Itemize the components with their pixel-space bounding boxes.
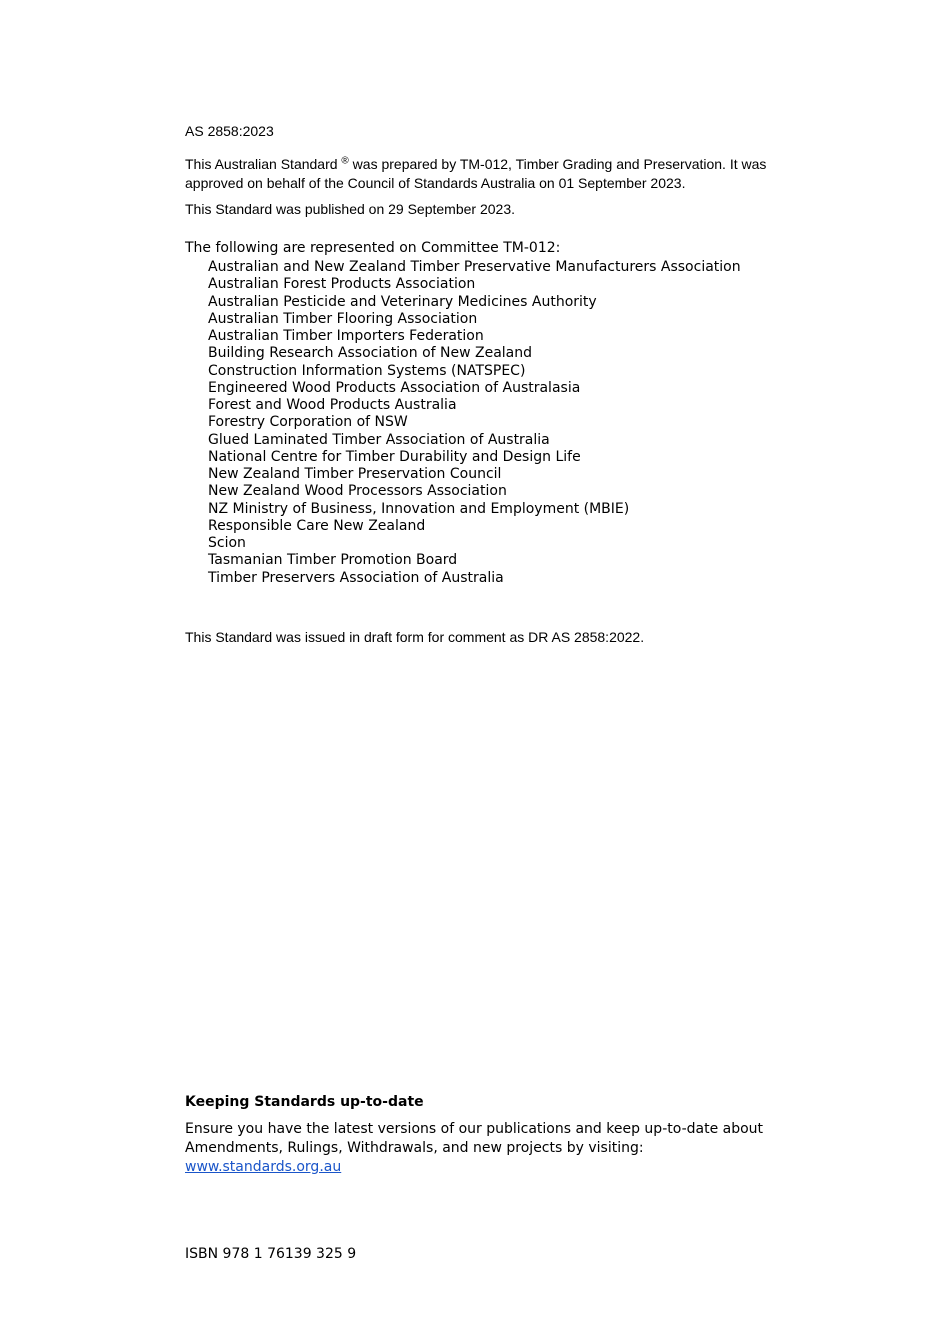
committee-member: Scion bbox=[208, 535, 246, 551]
committee-member: Construction Information Systems (NATSPEC) bbox=[208, 362, 526, 379]
committee-member: New Zealand Wood Processors Association bbox=[208, 483, 507, 500]
draft-note: This Standard was issued in draft form for comment as DR AS 2858:2022. bbox=[185, 629, 645, 645]
keeping-up-to-date-heading: Keeping Standards up-to-date bbox=[185, 1094, 424, 1110]
preparation-statement-start: This Australian Standard bbox=[185, 156, 338, 172]
committee-member-list bbox=[208, 259, 741, 587]
committee-member: Building Research Association of New Zealand bbox=[208, 345, 533, 362]
committee-member: Australian Forest Products Association bbox=[208, 276, 476, 293]
preparation-statement-rest: was prepared by TM-012, Timber Grading and Preservation. It was approved on behalf of the Council of Standards Australia on 01 September 2023. bbox=[185, 156, 767, 191]
committee-member: Australian Timber Importers Federation bbox=[208, 328, 484, 344]
committee-member: Forestry Corporation of NSW bbox=[208, 414, 408, 431]
committee-member: Responsible Care New Zealand bbox=[208, 517, 426, 534]
committee-member: Glued Laminated Timber Association of Australia bbox=[208, 431, 550, 448]
committee-member: Australian Timber Flooring Association bbox=[208, 310, 478, 327]
isbn: ISBN 978 1 76139 325 9 bbox=[185, 1246, 357, 1262]
committee-member: National Centre for Timber Durability and Design Life bbox=[208, 448, 581, 465]
registered-mark: ® bbox=[341, 155, 349, 167]
committee-member: Tasmanian Timber Promotion Board bbox=[208, 552, 458, 569]
committee-member: Australian Pesticide and Veterinary Medicines Authority bbox=[208, 293, 597, 310]
committee-member: NZ Ministry of Business, Innovation and Employment (MBIE) bbox=[208, 500, 630, 517]
standard-designation: AS 2858:2023 bbox=[185, 123, 274, 139]
committee-intro: The following are represented on Committee TM-012: bbox=[185, 240, 561, 256]
keeping-up-to-date-body: Ensure you have the latest versions of our publications and keep up-to-date about Amendments, Rulings, Withdrawals, and new projects by visiting: bbox=[185, 1121, 764, 1156]
committee-member: Timber Preservers Association of Australia bbox=[208, 569, 504, 586]
preparation-statement bbox=[185, 155, 775, 193]
committee-member: New Zealand Timber Preservation Council bbox=[208, 466, 502, 482]
document-page bbox=[185, 0, 785, 1344]
committee-member: Forest and Wood Products Australia bbox=[208, 397, 457, 413]
publication-statement: This Standard was published on 29 September 2023. bbox=[185, 201, 515, 217]
committee-member: Engineered Wood Products Association of Australasia bbox=[208, 379, 581, 396]
committee-member: Australian and New Zealand Timber Preservative Manufacturers Association bbox=[208, 259, 741, 275]
keeping-up-to-date-text bbox=[185, 1120, 785, 1177]
standards-website-link[interactable]: www.standards.org.au bbox=[185, 1159, 342, 1175]
